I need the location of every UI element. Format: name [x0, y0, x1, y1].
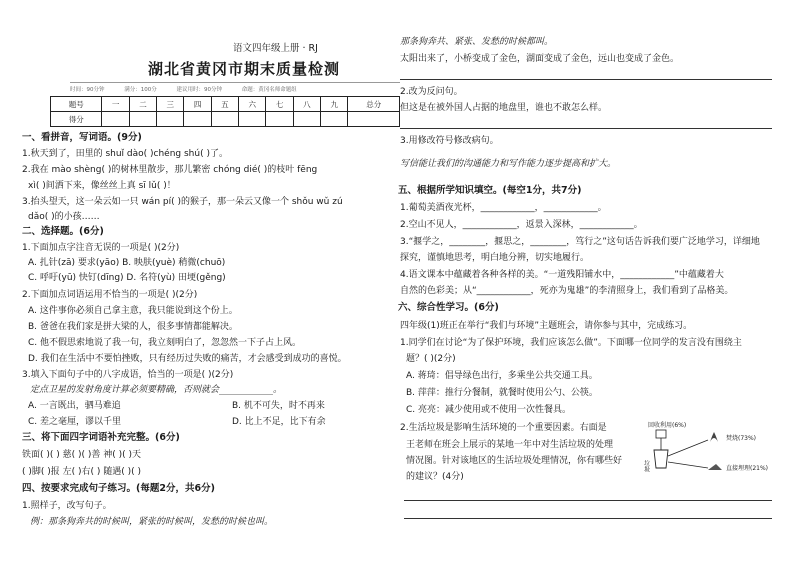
question-text: 情况图。针对该地区的生活垃圾处理情况，你有哪些好: [406, 456, 623, 466]
recycle-label: 回收利用(6%): [648, 422, 687, 429]
recycle-bin-icon: [656, 430, 666, 438]
garbage-disposal-diagram: [642, 418, 778, 482]
trash-can-icon: [654, 450, 668, 468]
score-cell: 二: [129, 97, 156, 112]
score-cell: 题号: [51, 97, 102, 112]
info-time: 时间：90分钟: [70, 87, 105, 93]
fill-blank: 探究，谨慎地思考，明白地分辨，切实地履行。: [400, 253, 590, 263]
score-input-cell[interactable]: [184, 112, 211, 127]
question-text: dǎo( )的小孩……: [28, 212, 100, 222]
option-text: B. 机不可失，时不再来: [232, 401, 325, 411]
option-text: B. 萍萍：推行分餐制，就餐时使用公勺、公筷。: [406, 388, 598, 398]
option-text: A. 扎针(zā) 要求(yāo) B. 映肤(yuè) 稍微(chuō): [28, 258, 226, 268]
score-cell: 一: [102, 97, 129, 112]
score-cell: 总分: [348, 97, 400, 112]
section-1-heading: 一、看拼音，写词语。(9分): [22, 132, 142, 143]
score-cell: 六: [239, 97, 266, 112]
question-text: 但这是在被外国人占据的地盘里，谁也不敢怎么样。: [400, 103, 608, 113]
question-sentence: 定点卫星的发射角度计算必须要精确，否则就会____________。: [30, 385, 283, 395]
option-text: D. 我们在生活中不要怕挫败，只有经历过失败的痛苦，才会感受到成功的喜悦。: [28, 354, 347, 364]
info-author: 命题：黄冈名师命题组: [241, 87, 297, 93]
question-text: 3.填入下面句子中的八字成语，恰当的一项是( )(2分): [22, 370, 234, 380]
info-score: 满分：100分: [124, 87, 157, 93]
score-cell: 得分: [51, 112, 102, 127]
question-text: 2.我在 mào shèng( )的树林里散步，那儿繁密 chóng dié( )的枝叶 fēng: [22, 165, 318, 175]
burn-label: 焚烧(73%): [726, 435, 757, 442]
example-sentence: 例：那条狗奔共的时候叫，紧张的时候叫，发愁的时候也叫。: [30, 517, 274, 527]
answer-line[interactable]: [400, 79, 772, 80]
section-2-heading: 二、选择题。(6分): [22, 226, 104, 237]
score-input-cell[interactable]: [293, 112, 320, 127]
garbage-label: 垃圾: [642, 460, 650, 472]
answer-line[interactable]: [404, 518, 772, 519]
section-4-heading: 四、按要求完成句子练习。(每题2分，共6分): [22, 483, 215, 494]
option-text: C. 亮亮：减少使用或不使用一次性餐具。: [406, 405, 572, 415]
section-3-heading: 三、将下面四字词语补充完整。(6分): [22, 432, 180, 443]
score-input-cell[interactable]: [211, 112, 238, 127]
score-cell: 七: [266, 97, 293, 112]
fill-blank: 4.语文课本中蕴藏着各种各样的美。“一道残阳铺水中，____________”中蕴藏着大: [400, 270, 724, 280]
question-text: 1.秋天到了，田里的 shuǐ dào( )chéng shú( )了。: [22, 149, 228, 159]
score-cell: 九: [321, 97, 348, 112]
fill-blank: 2.空山不见人，____________，返景入深林，____________。: [400, 220, 643, 230]
score-input-cell[interactable]: [129, 112, 156, 127]
option-text: C. 差之毫厘，谬以千里: [28, 417, 122, 427]
question-text: 1.同学们在讨论“为了保护环境，我们应该怎么做”。下面哪一位同学的发言没有围绕主: [400, 338, 742, 348]
score-input-cell[interactable]: [102, 112, 129, 127]
score-input-cell[interactable]: [321, 112, 348, 127]
question-text: 1.照样子，改写句子。: [22, 501, 112, 511]
answer-line[interactable]: [404, 500, 772, 501]
score-input-cell[interactable]: [157, 112, 184, 127]
section-6-heading: 六、综合性学习。(6分): [398, 302, 499, 313]
question-text: 3.用修改符号修改病句。: [400, 136, 499, 146]
score-input-cell[interactable]: [348, 112, 400, 127]
option-text: A. 这件事你必须自己拿主意，我只能说到这个份上。: [28, 306, 238, 316]
question-text: 2.生活垃圾是影响生活环境的一个重要因素。右面是: [400, 423, 607, 433]
fill-blank: 自然的色彩美；从“____________，死亦为鬼雄”的李清照身上，我们看到了品格美。: [400, 286, 734, 296]
question-text: 2.改为反问句。: [400, 87, 463, 97]
score-table: [50, 96, 400, 127]
question-text: 四年级(1)班正在举行“我们与环境”主题班会，请你参与其中，完成练习。: [400, 321, 693, 331]
question-text: 王老师在班会上展示的某地一年中对生活垃圾的处理: [406, 440, 614, 450]
question-text: xì( )间洒下来，像丝丝上真 sī lǔ( )！: [28, 181, 176, 191]
option-text: C. 呼吁(yū) 快钉(dīng) D. 名符(yù) 田埂(gěng): [28, 273, 226, 283]
sentence-to-correct: 写信能让我们的沟通能力和写作能力逐步提高和扩大。: [400, 159, 617, 169]
score-cell: 五: [211, 97, 238, 112]
option-text: B. 爸爸在我们家是拼大梁的人，很多事情都能解决。: [28, 322, 238, 332]
exam-subtitle: 语文四年级上册 · RJ: [233, 43, 318, 54]
score-cell: 四: [184, 97, 211, 112]
answer-sentence: 那条狗奔共、紧张、发愁的时候都叫。: [400, 37, 554, 47]
exam-info: [70, 82, 400, 93]
info-suggest: 建议用时：90分钟: [176, 87, 222, 93]
answer-line[interactable]: [400, 128, 772, 129]
landfill-icon: [708, 464, 722, 470]
fill-blank: 1.葡萄美酒夜光杯，____________，____________。: [400, 203, 607, 213]
exam-title: 湖北省黄冈市期末质量检测: [148, 60, 341, 78]
question-text: 的建议？(4分): [406, 472, 464, 482]
fire-icon: [710, 432, 718, 442]
question-text: 2.下面加点词语运用不恰当的一项是( )(2分): [22, 290, 198, 300]
score-table-row: [51, 112, 400, 127]
score-input-cell[interactable]: [239, 112, 266, 127]
option-text: D. 比上不足，比下有余: [232, 417, 326, 427]
score-table-row: [51, 97, 400, 112]
arrow-line: [668, 440, 708, 456]
question-text: 题？( )(2分): [406, 354, 456, 364]
question-text: 1.下面加点字注音无误的一项是( )(2分): [22, 243, 180, 253]
fill-blank: 3.“揠学之，________，揠思之，________，笃行之”这句话告诉我们要广泛地学习，详细地: [400, 237, 760, 247]
option-text: C. 他不假思索地说了我一句，我立刻明白了，忽忽然一下子占上风。: [28, 338, 302, 348]
section-5-heading: 五、根据所学知识填空。(每空1分，共7分): [398, 185, 582, 196]
score-input-cell[interactable]: [266, 112, 293, 127]
question-text: 3.抬头望天，这一朵云如一只 wán pí( )的猴子，那一朵云又像一个 shǒu wǔ zú: [22, 197, 343, 207]
idiom-row: 铁面( )( ) 慈( )( )善 神( )( )天: [22, 450, 142, 460]
question-text: 太阳出来了，小桥变成了金色，湖面变成了金色，远山也变成了金色。: [400, 54, 680, 64]
score-cell: 三: [157, 97, 184, 112]
score-cell: 八: [293, 97, 320, 112]
option-text: A. 一言既出，驷马难追: [28, 401, 121, 411]
arrow-line: [668, 462, 708, 468]
option-text: A. 蒋琦：倡导绿色出行，多乘坐公共交通工具。: [406, 371, 598, 381]
landfill-label: 直接埋理(21%): [726, 465, 769, 472]
idiom-row: ( )脚( )报 左( )右( ) 随遇( )( ): [22, 467, 142, 477]
